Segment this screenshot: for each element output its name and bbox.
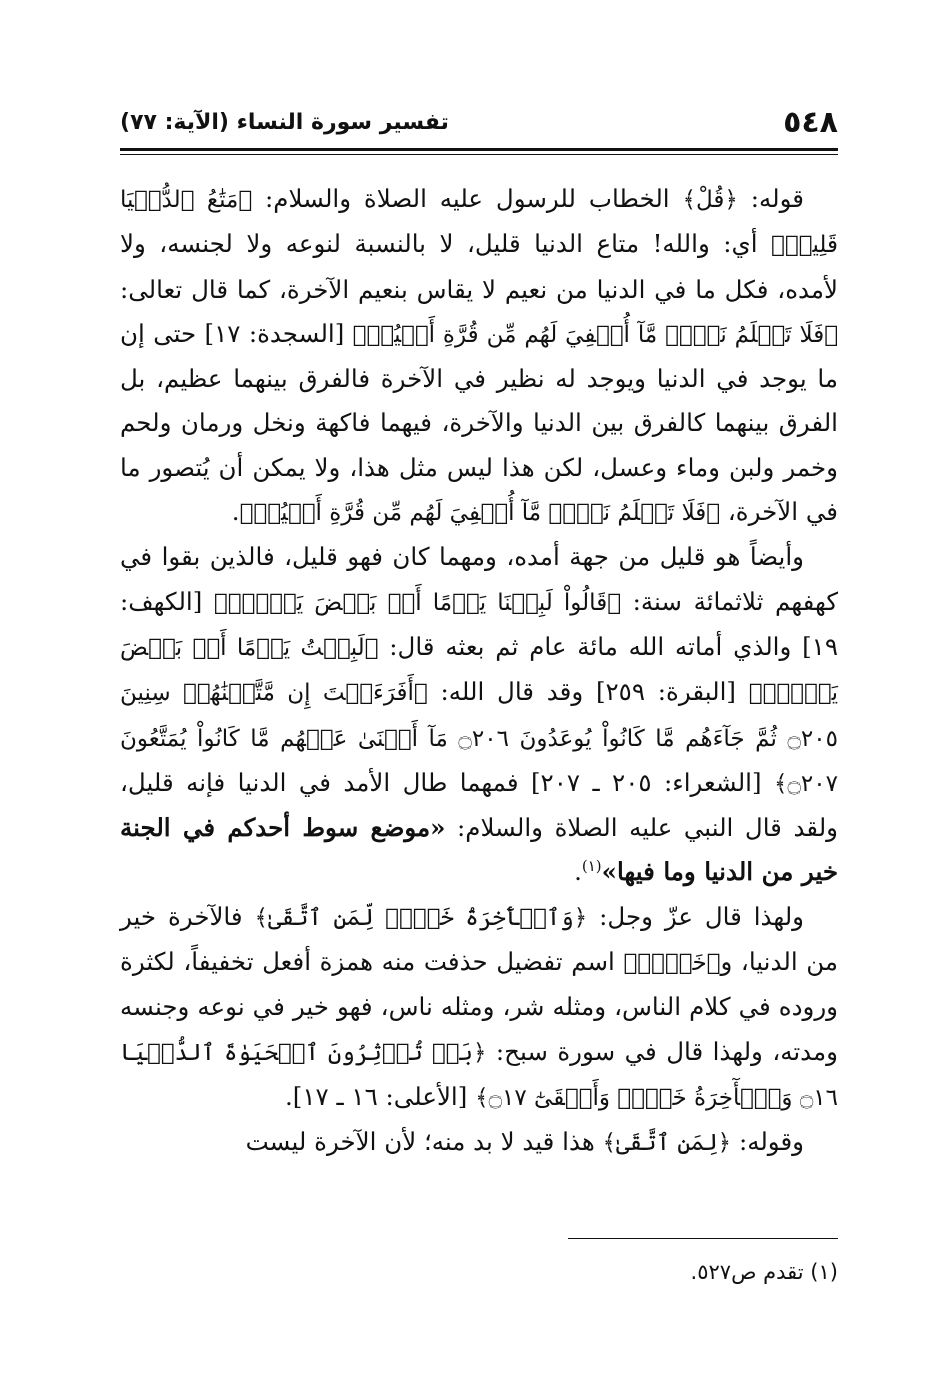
footnote-marker: (١): [581, 857, 602, 876]
header-rule-thin: [120, 154, 838, 155]
text-segment: قوله:: [737, 184, 804, 213]
quran-verse: ﴿بَلۡ تُؤۡثِرُونَ ٱلۡحَيَوٰةَ ٱلدُّنۡيَا ۝١٦ وَٱلۡأٓخِرَةُ خَيۡرٞ وَأَبۡقَىٰٓ ۝١٧﴾: [120, 1039, 838, 1111]
paragraph: [120, 535, 838, 894]
text-segment: [الكهف: ١٩] والذي أماته الله مائة عام ثم بعثه قال:: [120, 586, 838, 661]
quran-verse: ﴿خَيۡرٞ﴾: [623, 950, 721, 977]
book-page: [120, 100, 838, 1300]
text-segment: .: [574, 857, 582, 887]
hadith-quote: «موضع سوط أحدكم في الجنة خير من الدنيا وما فيها»: [120, 813, 838, 887]
text-segment: [البقرة: ٢٥٩] وقد قال الله:: [427, 677, 749, 707]
text-segment: اسم تفضيل حذفت منه همزة أفعل تخفيفاً، لكثرة وروده في كلام الناس، ومثله شر، ومثله ناس، فهو خير في نوعه وجنسه ومدته، ولهذا قال في سورة سبح:: [120, 947, 838, 1066]
paragraph: [120, 1120, 838, 1165]
page-number: ٥٤٨: [783, 104, 838, 140]
quran-verse: ﴿فَلَا تَعۡلَمُ نَفۡسٞ مَّآ أُخۡفِيَ لَهُم مِّن قُرَّةِ أَعۡيُنٖ﴾: [352, 321, 838, 348]
quran-verse: ﴿قُلْ﴾: [682, 187, 738, 213]
quran-verse: ﴿فَلَا تَعۡلَمُ نَفۡسٞ مَّآ أُخۡفِيَ لَهُم مِّن قُرَّةِ أَعۡيُنٖ﴾: [239, 500, 721, 527]
text-segment: فالآخرة خير من الدنيا، و: [120, 901, 838, 977]
text-segment: الخطاب للرسول عليه الصلاة والسلام:: [252, 184, 683, 213]
quran-verse: ﴿لِمَنِ ٱتَّقَىٰ﴾: [602, 1130, 732, 1157]
text-segment: [الشعراء: ٢٠٥ ـ ٢٠٧] فمهما طال الأمد في الدنيا فإنه قليل، ولقد قال النبي عليه الصلاة والسلام:: [120, 767, 838, 843]
body-text: [120, 177, 838, 1166]
text-segment: هذا قيد لا بد منه؛ لأن الآخرة ليست: [245, 1127, 603, 1157]
quran-verse: ﴿قَالُواْ لَبِثۡنَا يَوۡمًا أَوۡ بَعۡضَ يَوۡمٖۚ﴾: [213, 589, 621, 616]
text-segment: وأيضاً هو قليل من جهة أمده، ومهما كان فهو قليل، فالذين بقوا في كهفهم ثلاثمائة سنة:: [120, 542, 838, 616]
text-segment: وقوله:: [731, 1127, 804, 1157]
text-segment: أي: والله! متاع الدنيا قليل، لا بالنسبة لنوعه ولا لجنسه، ولا لأمده، فكل ما في الدنيا من نعيم لا يقاس بنعيم الآخرة، كما قال تعالى:: [120, 229, 838, 304]
running-title: تفسير سورة النساء (الآية: ٧٧): [120, 109, 449, 135]
quran-verse: ﴿وَٱلۡأٓخِرَةُ خَيۡرٞ لِّمَنِ ٱتَّقَىٰ﴾: [254, 904, 588, 931]
page-header: [120, 100, 838, 144]
footnote-separator: [568, 1238, 838, 1239]
paragraph: [120, 895, 838, 1120]
text-segment: [السجدة: ١٧] حتى إن ما يوجد في الدنيا ويوجد له نظير في الآخرة فالفرق بينهما عظيم، بل الفرق بينهما كالفرق بين الدنيا والآخرة، فيهما فاكهة ونخل ورمان ولحم وخمر ولبن وماء وعسل، لكن هذا ليس مثل هذا، ولا يمكن أن يُتصور ما في الآخرة،: [120, 318, 838, 527]
footnote: (١) تقدم ص٥٢٧.: [690, 1260, 838, 1284]
text-segment: .: [231, 497, 240, 527]
text-segment: ولهذا قال عزّ وجل:: [587, 901, 804, 931]
paragraph: [120, 177, 838, 535]
text-segment: [الأعلى: ١٦ ـ ١٧].: [284, 1081, 476, 1111]
quran-verse: ﴿مَتَٰعُ ٱلدُّنۡيَا قَلِيلٞ﴾: [120, 187, 838, 259]
header-rule: [120, 148, 838, 151]
quran-verse: ﴿لَبِثۡتُ يَوۡمًا أَوۡ بَعۡضَ يَوۡمٖۖ﴾: [120, 634, 838, 707]
quran-verse: ﴿أَفَرَءَيۡتَ إِن مَّتَّعۡنَٰهُمۡ سِنِينَ ۝٢٠٥ ثُمَّ جَآءَهُم مَّا كَانُواْ يُوعَدُونَ ۝٢٠٦ مَآ أَغۡنَىٰ عَنۡهُم مَّا كَانُواْ يُمَتَّعُونَ ۝٢٠٧﴾: [120, 680, 838, 797]
